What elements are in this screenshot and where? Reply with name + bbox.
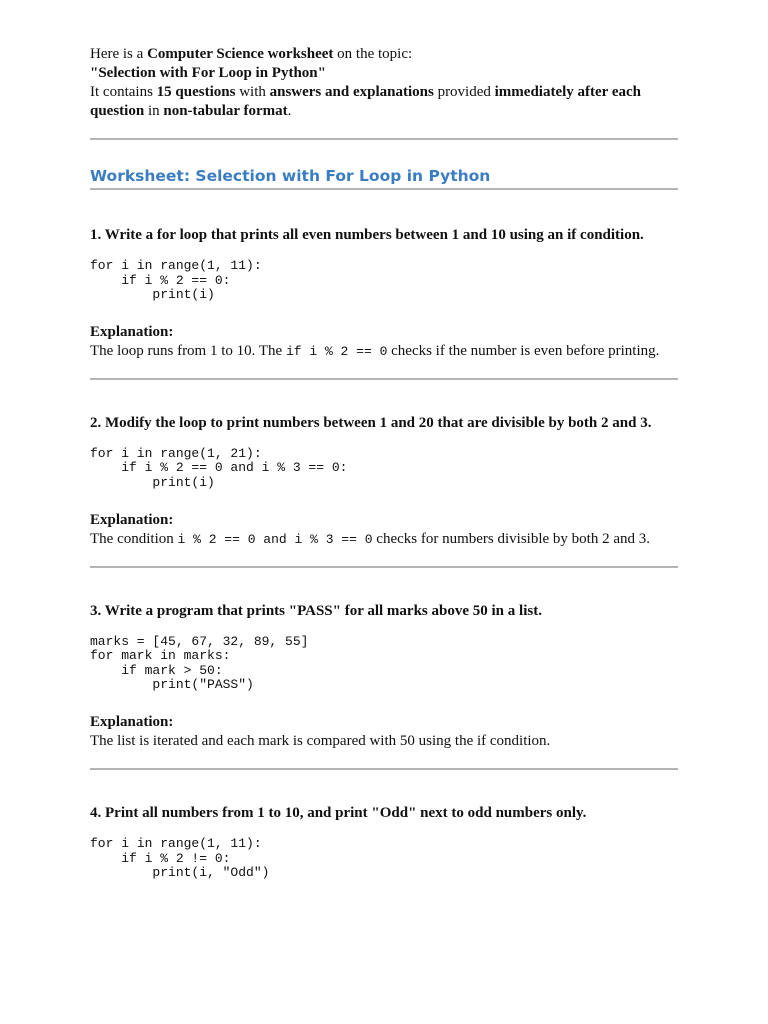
explanation-suffix: checks if the number is even before printing. — [387, 342, 660, 359]
intro-text: It contains — [90, 84, 157, 100]
intro-line-3 — [90, 83, 678, 102]
worksheet-title: Worksheet: Selection with For Loop in Python — [90, 167, 491, 185]
question-text: 1. Write a for loop that prints all even numbers between 1 and 10 using an if condition. — [90, 227, 644, 243]
code-block: for i in range(1, 11): if i % 2 != 0: print(i, "Odd") — [90, 835, 270, 881]
intro-text: Here is a — [90, 46, 148, 62]
divider — [90, 138, 678, 140]
question-block-4 — [90, 804, 678, 881]
question-text: 2. Modify the loop to print numbers between 1 and 20 that are divisible by both 2 and 3. — [90, 414, 652, 431]
explanation-suffix: checks for numbers divisible by both 2 and 3. — [372, 530, 650, 547]
code-block: marks = [45, 67, 32, 89, 55] for mark in marks: if mark > 50: print("PASS") — [90, 633, 309, 693]
explanation-label: Explanation: — [90, 323, 174, 340]
question-text: 3. Write a program that prints "PASS" for all marks above 50 in a list. — [90, 602, 542, 619]
intro — [90, 45, 678, 121]
explanation-text — [90, 530, 678, 549]
explanation-prefix: The loop runs from 1 to 10. The — [90, 342, 286, 359]
intro-text: on the topic: — [333, 46, 413, 62]
intro-bold-text: 15 questions — [156, 84, 236, 100]
intro-line-1 — [90, 45, 678, 64]
code-block: for i in range(1, 11): if i % 2 == 0: print(i) — [90, 258, 262, 303]
intro-bold-text: Computer Science worksheet — [147, 46, 334, 62]
intro-bold-text: question — [90, 103, 145, 119]
intro-bold-text: immediately after each — [494, 84, 641, 100]
inline-code: i % 2 == 0 and i % 3 == 0 — [177, 531, 373, 547]
question-block-3 — [90, 602, 678, 751]
inline-code: if i % 2 == 0 — [285, 343, 388, 359]
divider — [90, 566, 678, 568]
intro-text: with — [235, 84, 270, 100]
intro-line-4 — [90, 102, 678, 121]
intro-text: provided — [433, 84, 495, 100]
question-block-1 — [90, 226, 678, 361]
intro-bold-text: answers and explanations — [269, 84, 434, 100]
divider — [90, 768, 678, 770]
title-underline — [90, 188, 678, 190]
question-text: 4. Print all numbers from 1 to 10, and print "Odd" next to odd numbers only. — [90, 804, 587, 821]
worksheet-page — [90, 45, 678, 881]
explanation-prefix: The condition — [90, 530, 178, 547]
explanation-text — [90, 342, 678, 361]
code-block: for i in range(1, 21): if i % 2 == 0 and i % 3 == 0: print(i) — [90, 445, 348, 490]
explanation-text: The list is iterated and each mark is compared with 50 using the if condition. — [90, 732, 551, 749]
intro-text: in — [144, 103, 164, 119]
explanation-label: Explanation: — [90, 713, 174, 730]
intro-line-2 — [90, 64, 678, 83]
intro-text: . — [287, 103, 292, 119]
intro-bold-text: non-tabular format — [163, 103, 288, 119]
explanation-label: Explanation: — [90, 511, 174, 528]
question-block-2 — [90, 414, 678, 549]
topic-title: "Selection with For Loop in Python" — [90, 65, 326, 81]
divider — [90, 378, 678, 380]
